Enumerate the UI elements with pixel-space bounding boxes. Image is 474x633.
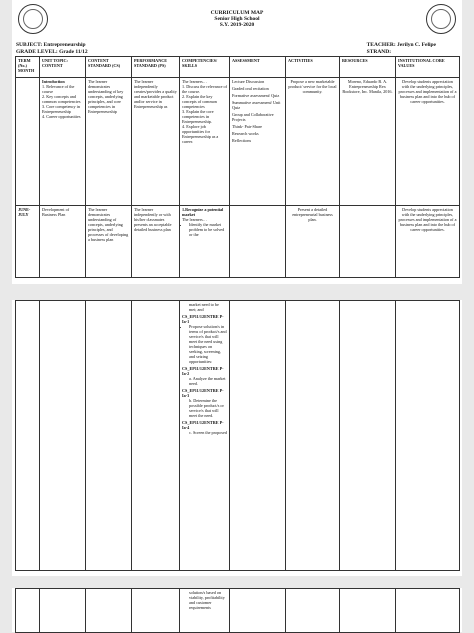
header-school-year: S.Y. 2019-2020: [219, 22, 255, 28]
competency-code: CS_EP11/12ENTRE P-Ia-1: [182, 314, 224, 324]
header-school: Senior High School: [214, 16, 260, 22]
comp-item: 3. Explain the core competencies in Entrepreneurship.: [182, 109, 214, 124]
term-cell: [16, 589, 40, 633]
core-values-cell: [396, 301, 460, 571]
activities-cell: [286, 589, 340, 633]
resources-cell: [340, 206, 396, 278]
core-values-cell: Develop students appreciation with the underlying principles, processes and implementation of a business plan and into the hub of career opportunities.: [396, 206, 460, 278]
meta-left: [16, 42, 88, 55]
unit-title: Introduction: [42, 79, 65, 84]
ps-cell: The learner independently creates/provides a quality and marketable product and/or service in Entrepreneurship as: [132, 78, 180, 206]
comp-subitem: a. Analyze the market need.: [189, 376, 226, 386]
term-cell: [16, 78, 40, 206]
cs-cell: The learner demonstrates understanding of concepts, underlying principles, and processes of developing a business plan: [86, 206, 132, 278]
comp-item: 4. Explore job opportunities for Entrepreneurship as a career.: [182, 124, 219, 144]
unit-item: 4. Career opportunities: [42, 114, 81, 119]
col-core-values: INSTITUTIONAL CORE VALUES: [396, 57, 460, 78]
meta-right: [367, 42, 436, 55]
document-page-2: [12, 300, 462, 576]
competency-code: CS_EP11/12ENTRE P-Ia-2: [182, 366, 224, 376]
unit-cell: Development of Business Plan: [40, 206, 86, 278]
activities-cell: Propose a new marketable product/ service for the local community.: [286, 78, 340, 206]
assessment-cell: [230, 78, 286, 206]
col-resources: RESOURCES: [340, 57, 396, 78]
unit-item: 3. Core competency in Entrepreneurship: [42, 104, 80, 114]
assessment-item: Lecture Discussion: [232, 79, 265, 84]
document-page-3: [12, 588, 462, 632]
core-values-cell: [396, 589, 460, 633]
unit-item: 1. Relevance of the course: [42, 84, 75, 94]
unit-cell: [40, 589, 86, 633]
ps-cell: The learner independently or with his/her classmates presents an acceptable detailed business plan: [132, 206, 180, 278]
resources-cell: [340, 301, 396, 571]
assessment-cell: [230, 206, 286, 278]
comp-bullets: [182, 324, 227, 364]
table-row: [16, 78, 460, 206]
competencies-cell: [180, 301, 230, 571]
comp-item: 2. Explain the key concepts of common competencies: [182, 94, 217, 109]
comp-item: 1. Discuss the relevance of the course.: [182, 84, 227, 94]
document-page-1: [12, 0, 462, 284]
ps-cell: [132, 301, 180, 571]
subject-label: SUBJECT: Entrepreneurship: [16, 42, 86, 48]
assessment-item: Reflections: [232, 138, 252, 143]
table-header-row: [16, 57, 460, 78]
comp-continued-text: solution/s based on viability, profitability and customer requirements: [189, 590, 225, 610]
comp-subitem: c. Screen the proposed: [189, 430, 227, 435]
assessment-item: Formative assessment/ Quiz: [232, 93, 280, 98]
curriculum-table: [15, 56, 460, 278]
cs-cell: The learner demonstrates understanding of key concepts, underlying principles, and core competencies in Entrepreneurship: [86, 78, 132, 206]
col-performance-standard: PERFORMANCE STANDARD (PS): [132, 57, 180, 78]
resources-cell: Moreno, Eduardo B. A. Entrepreneurship Rex Bookstore, Inc. Manila, 2016.: [340, 78, 396, 206]
curriculum-table-continued: [15, 300, 460, 571]
resources-cell: [340, 589, 396, 633]
document-header: [12, 10, 462, 28]
assessment-cell: [230, 589, 286, 633]
col-unit: UNIT TOPIC: CONTENT: [40, 57, 86, 78]
cs-cell: [86, 301, 132, 571]
term-cell: [16, 301, 40, 571]
table-row: [16, 589, 460, 633]
col-activities: ACTIVITIES: [286, 57, 340, 78]
grade-label: GRADE LEVEL: Grade 11/12: [16, 48, 88, 55]
activities-cell: Present a detailed entrepreneurial business plan.: [286, 206, 340, 278]
comp-intro: The learners…: [182, 79, 207, 84]
col-term: TERM (No.) MONTH: [16, 57, 40, 78]
assessment-cell: [230, 301, 286, 571]
assessment-item: Think- Pair-Share: [232, 124, 263, 129]
assessment-item: Graded oral recitation: [232, 86, 269, 91]
header-title: CURRICULUM MAP: [210, 10, 264, 16]
assessment-item: Research works: [232, 131, 259, 136]
col-content-standard: CONTENT STANDARD (CS): [86, 57, 132, 78]
comp-title: 1.Recognize a potential market: [182, 207, 224, 217]
term-cell: JUNE- JULY: [16, 206, 40, 278]
table-row: [16, 206, 460, 278]
unit-cell: [40, 78, 86, 206]
assessment-item: Group and Collaborative Projects: [232, 112, 274, 122]
ps-cell: [132, 589, 180, 633]
col-assessment: ASSESSMENT: [230, 57, 286, 78]
activities-cell: [286, 301, 340, 571]
competencies-cell: [180, 78, 230, 206]
competency-code: CS_EP11/12ENTRE P-Ia-4: [182, 420, 224, 430]
competencies-cell: [180, 206, 230, 278]
competency-code: CS_EP11/12ENTRE P-Ia-3: [182, 388, 224, 398]
teacher-label: TEACHER: Jerilyn C. Felipe: [366, 42, 436, 48]
comp-bullet: • Propose solution/s in terms of product/s and service/s that will meet the need using techniques on seeking, screening, and seizing opportunities:: [189, 324, 227, 364]
comp-continued-text: market need to be met; and: [189, 302, 219, 312]
core-values-cell: Develop students appreciation with the underlying principles, processes and implementation of a business plan and into the hub of career opportunities.: [396, 78, 460, 206]
cs-cell: [86, 589, 132, 633]
competencies-cell: [180, 589, 230, 633]
comp-bullets: [182, 222, 227, 237]
strand-label: STRAND:: [366, 48, 392, 55]
unit-cell: [40, 301, 86, 571]
table-row: [16, 301, 460, 571]
col-competencies: COMPETENCIES/ SKILLS: [180, 57, 230, 78]
assessment-item: Summative assessment/ Unit Quiz: [232, 100, 281, 110]
comp-bullet: • Identify the market problem to be solved or the: [189, 222, 227, 237]
curriculum-table-continued: [15, 588, 460, 633]
unit-item: 2. Key concepts and common competencies: [42, 94, 81, 104]
comp-subitem: b. Determine the possible product/s or service/s that will meet the need.: [189, 398, 224, 418]
comp-intro: The learners…: [182, 217, 207, 222]
